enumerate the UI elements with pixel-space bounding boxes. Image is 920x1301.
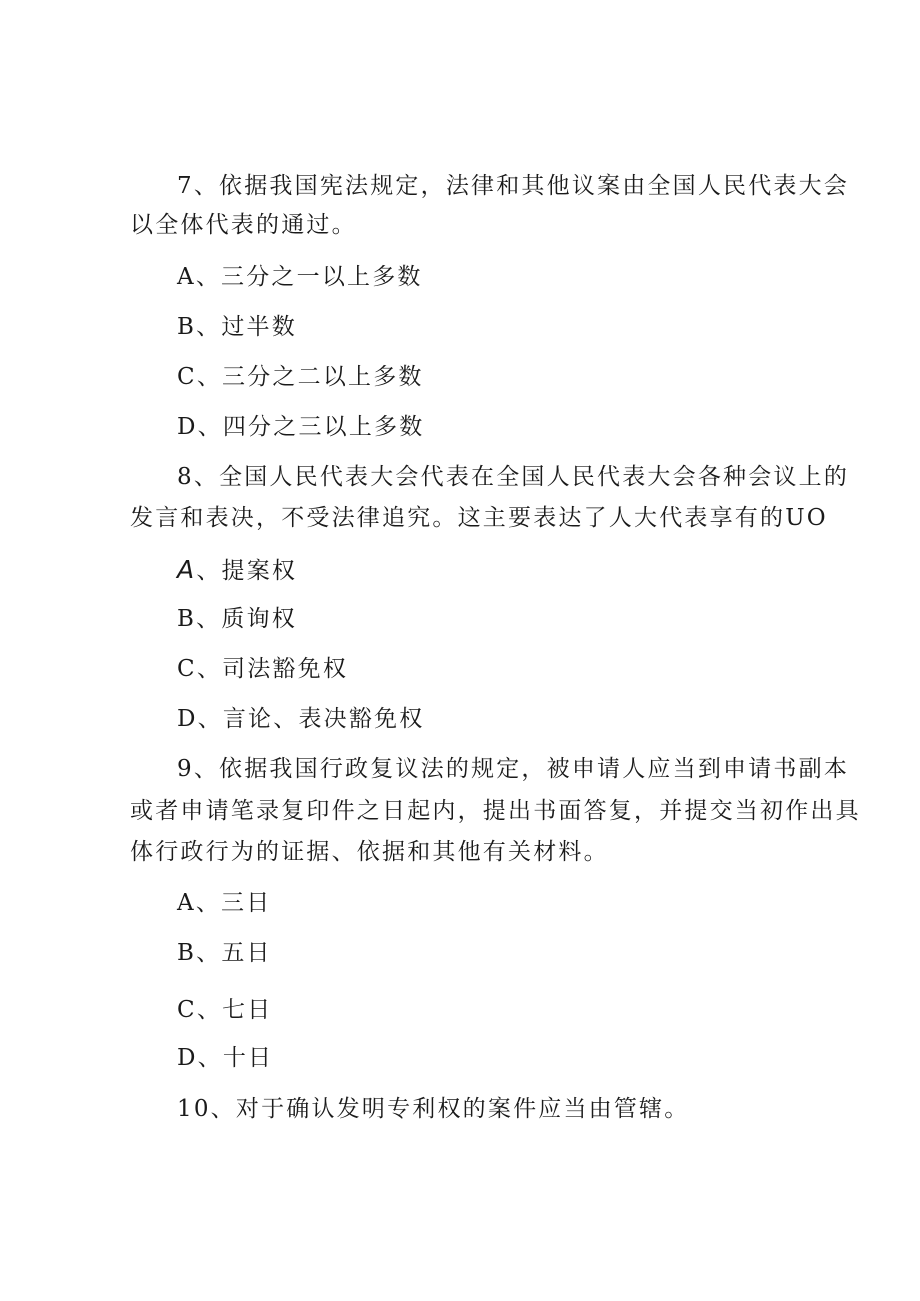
option-letter: B [177, 606, 197, 632]
option-text: 过半数 [221, 314, 297, 340]
option-letter: D [177, 414, 198, 440]
question-7-option-d [177, 412, 424, 442]
option-letter: A [177, 555, 197, 584]
question-9-line-3: 体行政行为的证据、依据和其他有关材料。 [130, 839, 609, 865]
question-8-option-b [177, 604, 297, 634]
option-letter: C [177, 997, 197, 1023]
option-text: 三分之一以上多数 [221, 264, 423, 290]
question-7-line-2: 以全体代表的通过。 [130, 212, 357, 238]
option-text: 三日 [221, 890, 272, 916]
question-7-option-b [177, 312, 297, 342]
option-text: 十日 [222, 1045, 274, 1071]
option-separator: 、 [196, 314, 222, 340]
option-text: 三分之二以上多数 [222, 364, 424, 390]
option-separator: 、 [197, 414, 223, 440]
option-letter: D [177, 706, 198, 732]
option-separator: 、 [197, 1045, 223, 1071]
question-9-option-c [177, 995, 272, 1025]
question-8-line-2: 发言和表决，不受法律追究。这主要表达了人大代表享有的UO [130, 505, 828, 531]
option-separator: 、 [196, 364, 223, 390]
option-text: 七日 [222, 997, 273, 1023]
question-9-line-1: 9、依据我国行政复议法的规定，被申请人应当到申请书副本 [177, 756, 850, 782]
question-8-option-a [177, 555, 297, 586]
option-letter: D [177, 1045, 198, 1071]
option-separator: 、 [195, 264, 222, 290]
question-8-option-d [177, 704, 424, 734]
question-7-option-a [177, 262, 423, 292]
option-text: 四分之三以上多数 [222, 414, 425, 440]
option-letter: A [177, 264, 196, 290]
option-text: 质询权 [221, 606, 297, 632]
question-9-option-d [177, 1043, 273, 1073]
question-9-option-a [177, 888, 271, 918]
option-letter: B [177, 940, 197, 966]
option-letter: B [177, 314, 197, 340]
option-letter: C [177, 364, 197, 390]
option-text: 提案权 [221, 558, 298, 584]
question-7-option-c [177, 362, 424, 392]
option-separator: 、 [196, 606, 222, 632]
option-separator: 、 [196, 558, 222, 584]
option-text: 五日 [221, 940, 272, 966]
question-8-line-1: 8、全国人民代表大会代表在全国人民代表大会各种会议上的 [177, 464, 850, 490]
question-9-option-b [177, 938, 272, 968]
question-8-option-c [177, 654, 348, 684]
option-letter: C [177, 656, 197, 682]
option-separator: 、 [197, 706, 223, 732]
option-separator: 、 [196, 997, 223, 1023]
option-separator: 、 [196, 656, 223, 682]
question-10-line-1: 10、对于确认发明专利权的案件应当由管辖。 [177, 1096, 690, 1122]
option-text: 言论、表决豁免权 [222, 706, 425, 732]
option-letter: A [177, 890, 196, 916]
option-text: 司法豁免权 [222, 656, 349, 682]
option-separator: 、 [196, 940, 222, 966]
option-separator: 、 [195, 890, 222, 916]
question-9-line-2: 或者申请笔录复印件之日起内，提出书面答复，并提交当初作出具 [130, 798, 861, 824]
question-7-line-1: 7、依据我国宪法规定，法律和其他议案由全国人民代表大会 [177, 173, 850, 199]
